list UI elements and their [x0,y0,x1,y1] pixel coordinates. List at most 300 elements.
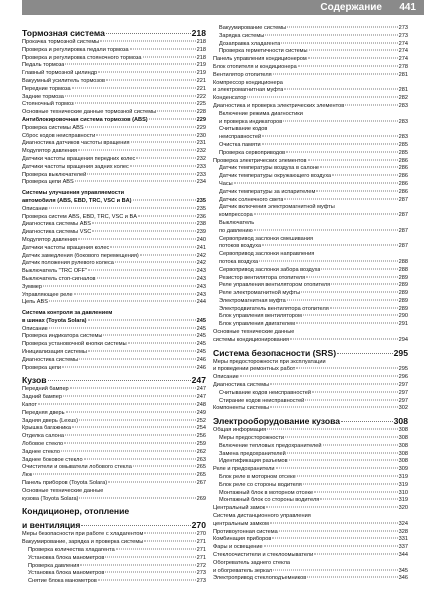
toc-entry-page: 243 [196,275,206,282]
toc-entry [213,275,408,283]
toc-entry-page: 281 [398,87,408,94]
dot-leader [283,120,397,121]
dot-leader [78,150,196,151]
toc-entry [213,348,408,359]
toc-entry [22,229,206,237]
toc-entry-page: 283 [398,118,408,125]
toc-entry-title: Заднее боковое стекло [22,456,83,463]
dot-leader [289,460,398,461]
toc-entry-page: 309 [398,466,408,473]
toc-entry-page: 218 [196,54,206,61]
toc-entry-page: 229 [196,116,206,123]
dot-leader [74,293,196,294]
toc-entry-page: 242 [196,252,206,259]
toc-entry-page: 273 [196,570,206,577]
dot-leader [48,380,191,381]
toc-entry-title: Противоугонная система [213,528,278,535]
toc-entry-page: 252 [196,417,206,424]
toc-entry-page: 295 [398,366,408,373]
toc-entry-page: 308 [398,427,408,434]
toc-entry [22,480,206,488]
toc-entry-title: Вакуумный усилитель тормозов [22,77,105,84]
toc-entry [22,333,206,341]
dot-leader [88,351,196,352]
toc-entry [22,245,206,253]
toc-entry-title: компрессора [219,212,253,219]
toc-entry [213,111,408,119]
toc-entry-title: Диагностика и проверка электрических элементов [213,102,345,109]
dot-leader [273,569,398,570]
toc-entry [22,299,206,307]
toc-entry-title: Идентификация разъемов [219,458,288,465]
toc-entry-page: 247 [196,394,206,401]
dot-leader [314,554,397,555]
toc-entry-title: Прокачка тормозной системы [22,39,100,45]
toc-entry [22,214,206,222]
toc-entry-page: 238 [196,221,206,228]
toc-entry-title: Дозаправка хладагента [219,40,281,47]
toc-entry-page: 270 [191,520,206,531]
toc-entry-page: 271 [196,539,206,546]
toc-entry [22,47,206,55]
page-number: 441 [399,2,416,13]
toc-entry [22,310,206,318]
toc-entry-title: Выключатель "TRC OFF" [22,268,87,275]
dot-leader [75,181,196,182]
toc-entry [22,86,206,94]
toc-entry-title: Система безопасности (SRS) [213,347,337,358]
dot-leader [262,143,398,144]
dot-leader [298,65,398,66]
toc-entry-title: системы кондиционирования [213,336,289,343]
dot-leader [108,482,196,483]
toc-entry-title: Датчик температуры окружающего воздуха [219,173,332,180]
dot-leader [254,229,398,230]
toc-entry-page: 297 [398,397,408,404]
dot-leader [144,533,195,534]
toc-entry [213,466,408,474]
toc-entry-title: Электрооборудование кузова [213,416,341,427]
toc-entry-title: Передняя дверь [22,409,65,416]
toc-entry [22,190,206,198]
toc-entry-title: Меры предосторожности при эксплуатации [213,358,326,365]
dot-leader [296,323,398,324]
toc-entry-title: Электродвигатель вентилятора отопителя [219,305,329,312]
toc-entry [22,402,206,410]
toc-entry-title: Резистор вентилятора отопителя [219,274,306,281]
toc-entry [213,95,408,103]
toc-entry-title: потоков воздуха [219,243,262,250]
toc-entry [213,56,408,64]
toc-entry-title: Проверка количества хладагента [28,547,115,554]
dot-leader [341,421,393,422]
dot-leader [270,407,398,408]
toc-entry [22,433,206,441]
toc-entry-title: Сервопривод заслонки смешивания [219,235,314,242]
toc-entry-title: Включение тепловых предохранителей [219,442,322,449]
toc-entry [213,313,408,321]
toc-entry-page: 241 [196,244,206,251]
toc-entry [213,521,408,529]
toc-entry-page: 240 [196,236,206,243]
toc-entry-title: Система контроля за давлением [22,310,113,317]
toc-entry [213,497,408,505]
toc-entry-title: Вакуумирование, зарядка и проверка системы [22,539,144,546]
toc-entry-page: 281 [398,71,408,78]
dot-leader [78,238,196,239]
toc-entry [213,33,408,41]
toc-entry-title: Проверка выключателей [22,171,87,178]
toc-entry-title: Замена предохранителей [219,450,286,457]
toc-entry-page: 236 [196,213,206,220]
toc-entry-page: 289 [398,305,408,312]
toc-entry-page: 319 [398,497,408,504]
toc-entry [213,505,408,513]
toc-entry-page: 274 [398,56,408,63]
toc-entry [22,94,206,102]
toc-entry-page: 242 [196,260,206,267]
toc-entry-title: Датчики частоты вращения задних колес [22,163,129,170]
toc-entry-page: 265 [196,464,206,471]
dot-leader [265,34,397,35]
toc-entry [213,181,408,189]
toc-entry-page: 243 [196,268,206,275]
toc-entry-title: по давлению [219,227,253,234]
toc-entry [213,212,408,220]
dot-leader [85,126,196,127]
toc-entry [213,359,408,367]
toc-entry-page: 239 [196,229,206,236]
toc-entry [213,142,408,150]
toc-entry-title: Фары и освещение [213,544,263,551]
dot-leader [106,79,196,80]
toc-left-column [22,25,206,586]
toc-entry [22,472,206,480]
toc-entry [213,150,408,158]
toc-entry-page: 259 [196,441,206,448]
dot-leader [270,522,398,523]
toc-entry [22,457,206,465]
toc-entry-title: Датчик включения электромагнитной муфты [219,204,335,211]
toc-entry [213,405,408,413]
dot-leader [337,353,393,354]
toc-entry-page: 235 [196,197,206,204]
toc-entry [213,321,408,329]
dot-leader [49,207,196,208]
toc-entry [22,253,206,261]
toc-entry [213,134,408,142]
toc-entry [213,236,408,244]
toc-entry-title: Панель приборов (Toyota Solara) [22,480,108,487]
toc-entry-title: Модулятор давления [22,148,78,155]
toc-entry-title: Реле электромагнитной муфты [219,290,301,297]
toc-entry-title: Система дистанционного управления [213,513,311,520]
toc-entry-page: 308 [398,458,408,465]
dot-leader [149,118,196,119]
toc-entry-title: Центральный замок [213,505,266,512]
dot-leader [262,245,398,246]
toc-entry-title: Вакуумирование системы [219,25,287,31]
toc-entry [22,386,206,394]
dot-leader [309,50,398,51]
toc-entry-title: Монтажный блок со стороны водителя [219,497,320,504]
dot-leader [49,327,196,328]
dot-leader [143,56,196,57]
toc-entry-title: Блок управления вентилятором [219,313,302,320]
dot-leader [279,530,398,531]
toc-entry-page: 246 [196,364,206,371]
dot-leader [131,142,196,143]
dot-leader [133,466,196,467]
toc-entry-page: 273 [196,578,206,585]
toc-entry-page: 218 [196,46,206,53]
toc-entry [22,206,206,214]
toc-entry [22,464,206,472]
toc-entry-page: 245 [196,333,206,340]
toc-entry-title: Проверка систем ABS, EBD, TRC, VSC и BA [22,213,137,220]
toc-entry-title: Датчик положения рулевого колеса [22,260,114,267]
header-title: Содержание [320,2,382,13]
dot-leader [305,399,397,400]
toc-entry [213,458,408,466]
toc-entry-page: 286 [398,157,408,164]
dot-leader [116,549,196,550]
toc-entry [213,220,408,228]
dot-leader [130,48,196,49]
toc-entry [22,140,206,148]
toc-entry-page: 233 [196,171,206,178]
toc-entry [213,189,408,197]
toc-entry-page: 265 [196,472,206,479]
toc-entry-title: Стеклоочистители и стеклоомыватели [213,552,314,558]
toc-entry [213,119,408,127]
toc-entry-title: Диагностика системы ABS [22,221,91,228]
dot-leader [79,497,195,498]
toc-entry-title: Вентилятор отопителя [213,71,272,78]
dot-leader [49,301,196,302]
dot-leader [284,89,397,90]
toc-entry-title: Установка блока манометров [28,554,105,561]
toc-entry-title: Реле управления вентилятором отопителя [219,282,331,289]
toc-entry [213,544,408,552]
dot-leader [138,215,196,216]
dot-leader [92,231,195,232]
toc-entry [213,197,408,205]
toc-entry [213,568,408,576]
toc-entry [213,267,408,275]
toc-entry [213,474,408,482]
toc-entry-title: Панель управления кондиционером [213,56,307,63]
dot-leader [88,270,196,271]
toc-entry [213,560,408,568]
dot-leader [98,72,196,73]
dot-leader [81,525,190,526]
dot-leader [97,277,196,278]
toc-entry-title: Электропривод стеклоподъемников [213,575,307,582]
toc-entry-page: 247 [196,386,206,393]
toc-entry [213,490,408,498]
toc-entry-page: 230 [196,132,206,139]
toc-entry-title: Задние тормоза [22,93,64,100]
toc-entry-page: 283 [398,102,408,109]
dot-leader [259,260,397,261]
toc-entry [213,482,408,490]
dot-leader [272,538,397,539]
dot-leader [96,134,195,135]
toc-entry [22,125,206,133]
toc-entry-page: 283 [398,134,408,141]
dot-leader [234,182,398,183]
toc-entry-title: Датчик температуры воздуха в салоне [219,165,320,172]
toc-entry-title: Диагностика системы [213,382,270,389]
toc-entry [22,172,206,180]
toc-entry [22,55,206,63]
dot-leader [320,499,397,500]
toc-entry-title: Очистители и омыватели лобового стекла [22,464,132,471]
toc-entry-title: Монтажный блок в моторном отсеке [219,489,314,496]
toc-entry-page: 231 [196,140,206,147]
toc-entry-page: 243 [196,291,206,298]
dot-leader [72,87,196,88]
dot-leader [314,491,398,492]
toc-entry-page: 319 [398,474,408,481]
toc-entry-title: Реле и предохранители [213,466,275,473]
toc-entry-title: Люк [22,472,33,479]
toc-entry-title: Сервопривод заслонки забора воздуха [219,266,321,273]
toc-entry-title: Комбинация приборов [213,536,272,543]
toc-entry-title: Выключатель [219,219,255,226]
toc-entry [213,536,408,544]
toc-entry-page: 219 [196,70,206,77]
toc-entry [22,520,206,531]
toc-entry-page: 218 [191,28,206,38]
toc-entry-title: Отделка салона [22,433,64,440]
toc-entry [213,427,408,435]
toc-entry-title: и обогреватель зеркал [213,567,273,574]
toc-entry [213,435,408,443]
toc-entry-title: неисправностей [219,134,262,141]
toc-entry [22,449,206,457]
toc-entry-page: 218 [196,39,206,45]
dot-leader [286,151,398,152]
toc-entry-title: Блок реле в моторном отсеке [219,474,296,481]
toc-entry-page: 287 [398,212,408,219]
toc-entry [213,251,408,259]
toc-entry-page: 249 [196,409,206,416]
toc-entry-page: 328 [398,528,408,535]
dot-leader [316,190,397,191]
toc-entry-page: 345 [398,567,408,574]
toc-entry [22,425,206,433]
toc-entry-title: Считывание кодов неисправностей [219,389,311,396]
toc-entry-title: Обогреватель заднего стекла [213,559,290,566]
toc-entry-title: Основные технические данные тормозной системы [22,109,157,116]
toc-entry-title: Датчики частоты вращения колес [22,244,110,251]
dot-leader [43,285,196,286]
dot-leader [88,319,196,320]
toc-entry [22,237,206,245]
toc-entry [22,539,206,547]
toc-entry-title: Компрессор кондиционера [213,79,283,86]
toc-entry [22,268,206,276]
toc-entry-title: Главный тормозной цилиндр [22,70,98,77]
dot-leader [285,437,398,438]
toc-entry [213,173,408,181]
toc-entry [213,228,408,236]
dot-leader [308,58,398,59]
toc-entry [22,365,206,373]
dot-leader [65,64,195,65]
toc-entry [213,529,408,537]
toc-entry-page: 221 [196,77,206,84]
dot-leader [65,435,196,436]
dot-leader [105,556,195,557]
toc-entry-page: 286 [398,173,408,180]
dot-leader [144,541,195,542]
dot-leader [306,276,397,277]
toc-entry [213,204,408,212]
toc-entry [213,337,408,345]
toc-entry-title: Очистка памяти [219,141,261,148]
toc-entry [22,547,206,555]
dot-leader [330,307,398,308]
toc-entry [213,282,408,290]
toc-entry-page: 319 [398,481,408,488]
toc-entry [213,382,408,390]
dot-leader [297,476,398,477]
toc-entry-page: 287 [398,196,408,203]
toc-entry [22,441,206,449]
dot-leader [284,198,397,199]
toc-entry [22,276,206,284]
toc-entry-title: Датчик замедления (бокового перемещения) [22,252,139,259]
toc-entry [22,39,206,47]
toc-entry-page: 282 [398,95,408,102]
toc-entry-title: Заднее стекло [22,448,60,455]
toc-entry-title: Блок реле со стороны водителя [219,481,302,488]
toc-entry [22,341,206,349]
toc-entry [213,513,408,521]
toc-entry [213,398,408,406]
toc-entry-page: 287 [398,243,408,250]
toc-entry-title: Проверка электрических элементов [213,157,307,164]
toc-entry-page: 225 [196,101,206,108]
toc-entry-page: 228 [196,109,206,116]
toc-entry [213,306,408,314]
toc-entry-title: Проверка герметичности системы [219,48,308,55]
toc-entry-title: автомобиля (ABS, EBD, TRC, VSC и BA) [22,197,132,204]
toc-entry-page: 233 [196,163,206,170]
dot-leader [98,580,196,581]
toc-entry-page: 291 [398,321,408,328]
toc-entry [213,72,408,80]
toc-entry-page: 287 [398,227,408,234]
toc-entry-title: Датчик температуры за испарителем [219,188,316,195]
dot-leader [266,507,397,508]
toc-entry [22,578,206,586]
toc-entry-page: 254 [196,425,206,432]
dot-leader [247,97,397,98]
toc-entry-page: 274 [398,40,408,47]
dot-leader [332,175,397,176]
dot-leader [267,429,397,430]
dot-leader [110,246,195,247]
dot-leader [65,95,196,96]
toc-entry-page: 297 [398,389,408,396]
toc-entry-title: Зарядка системы [219,32,265,39]
toc-entry-page: 247 [191,375,206,386]
dot-leader [270,384,397,385]
